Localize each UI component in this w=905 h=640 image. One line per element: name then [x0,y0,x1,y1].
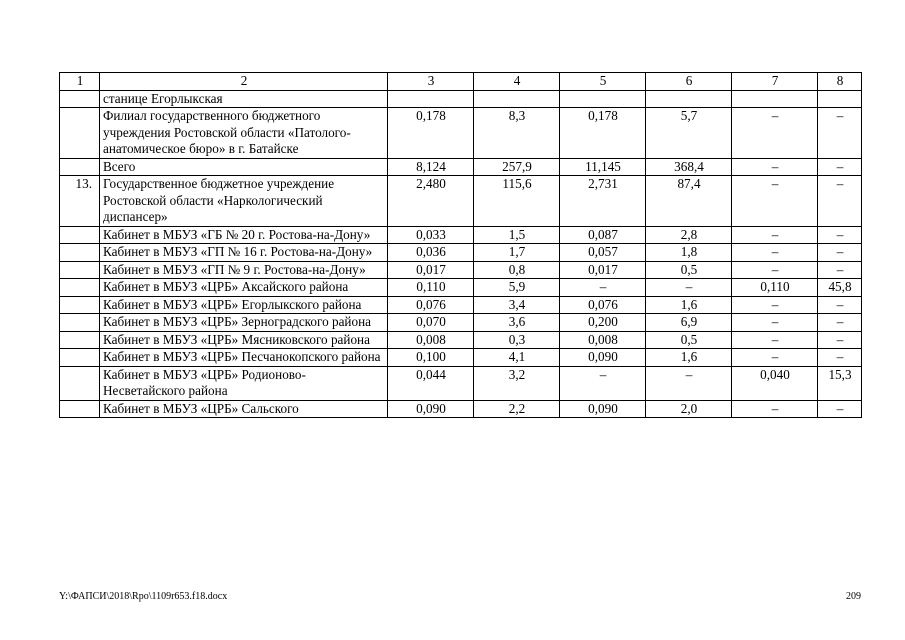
col-8-cell: – [818,176,862,227]
row-name: Кабинет в МБУЗ «ЦРБ» Родионово-Несветайского района [100,366,388,400]
table-body [60,90,862,418]
col-7-cell: – [732,244,818,262]
row-name: Кабинет в МБУЗ «ЦРБ» Мясниковского района [100,331,388,349]
data-table [59,72,862,418]
col-6-cell: 0,5 [646,261,732,279]
col-8-cell: – [818,261,862,279]
row-number [60,314,100,332]
col-4-cell: 3,4 [474,296,560,314]
row-name: Кабинет в МБУЗ «ЦРБ» Зерноградского района [100,314,388,332]
col-7-cell: – [732,400,818,418]
col-7-cell [732,90,818,108]
header-col-1: 1 [60,73,100,91]
row-name: Кабинет в МБУЗ «ЦРБ» Егорлыкского района [100,296,388,314]
col-3-cell: 0,178 [388,108,474,159]
header-row [60,73,862,91]
footer-page-number: 209 [846,591,861,602]
col-7-cell: – [732,158,818,176]
row-number [60,158,100,176]
col-8-cell: – [818,244,862,262]
col-4-cell [474,90,560,108]
row-number [60,226,100,244]
col-7-cell: – [732,226,818,244]
col-7-cell: 0,110 [732,279,818,297]
row-name: Кабинет в МБУЗ «ЦРБ» Аксайского района [100,279,388,297]
col-8-cell [818,90,862,108]
col-8-cell: – [818,314,862,332]
col-8-cell: 15,3 [818,366,862,400]
col-5-cell [560,90,646,108]
col-7-cell: – [732,261,818,279]
col-3-cell: 8,124 [388,158,474,176]
col-7-cell: – [732,108,818,159]
table-row [60,261,862,279]
row-name: Государственное бюджетное учреждение Ростовской области «Наркологический диспансер» [100,176,388,227]
col-4-cell: 1,7 [474,244,560,262]
col-6-cell: 87,4 [646,176,732,227]
row-name: Кабинет в МБУЗ «ЦРБ» Сальского [100,400,388,418]
col-5-cell: 0,057 [560,244,646,262]
row-number [60,331,100,349]
table-row [60,331,862,349]
row-number [60,279,100,297]
header-col-8: 8 [818,73,862,91]
row-number [60,366,100,400]
table-row [60,158,862,176]
col-7-cell: – [732,349,818,367]
col-5-cell: 2,731 [560,176,646,227]
header-col-5: 5 [560,73,646,91]
col-5-cell: 0,087 [560,226,646,244]
col-5-cell: – [560,279,646,297]
row-number [60,349,100,367]
col-3-cell: 0,033 [388,226,474,244]
row-name: станице Егорлыкская [100,90,388,108]
row-name: Кабинет в МБУЗ «ГП № 16 г. Ростова-на-Дону» [100,244,388,262]
col-7-cell: – [732,176,818,227]
table-row [60,296,862,314]
col-4-cell: 115,6 [474,176,560,227]
col-6-cell: 368,4 [646,158,732,176]
row-number [60,400,100,418]
col-3-cell: 2,480 [388,176,474,227]
col-4-cell: 0,3 [474,331,560,349]
col-6-cell [646,90,732,108]
header-col-6: 6 [646,73,732,91]
header-col-2: 2 [100,73,388,91]
col-8-cell: 45,8 [818,279,862,297]
col-8-cell: – [818,349,862,367]
col-3-cell: 0,090 [388,400,474,418]
col-4-cell: 2,2 [474,400,560,418]
row-name: Кабинет в МБУЗ «ГП № 9 г. Ростова-на-Дону» [100,261,388,279]
col-7-cell: 0,040 [732,366,818,400]
row-number [60,296,100,314]
col-3-cell: 0,036 [388,244,474,262]
table-row [60,244,862,262]
col-4-cell: 4,1 [474,349,560,367]
table-row [60,226,862,244]
row-number [60,244,100,262]
col-3-cell: 0,076 [388,296,474,314]
col-3-cell: 0,110 [388,279,474,297]
col-5-cell: 11,145 [560,158,646,176]
col-6-cell: 1,8 [646,244,732,262]
col-7-cell: – [732,331,818,349]
col-3-cell: 0,017 [388,261,474,279]
col-8-cell: – [818,108,862,159]
row-name: Кабинет в МБУЗ «ГБ № 20 г. Ростова-на-Дону» [100,226,388,244]
col-3-cell: 0,100 [388,349,474,367]
col-7-cell: – [732,314,818,332]
header-col-7: 7 [732,73,818,91]
col-6-cell: 2,0 [646,400,732,418]
col-6-cell: – [646,279,732,297]
row-number [60,108,100,159]
col-4-cell: 0,8 [474,261,560,279]
col-5-cell: 0,178 [560,108,646,159]
col-5-cell: 0,017 [560,261,646,279]
col-4-cell: 5,9 [474,279,560,297]
col-8-cell: – [818,226,862,244]
col-6-cell: 2,8 [646,226,732,244]
col-5-cell: – [560,366,646,400]
col-5-cell: 0,076 [560,296,646,314]
table-row [60,349,862,367]
col-4-cell: 257,9 [474,158,560,176]
col-7-cell: – [732,296,818,314]
header-col-4: 4 [474,73,560,91]
col-5-cell: 0,200 [560,314,646,332]
col-4-cell: 1,5 [474,226,560,244]
col-6-cell: 6,9 [646,314,732,332]
col-3-cell: 0,044 [388,366,474,400]
col-6-cell: – [646,366,732,400]
col-6-cell: 1,6 [646,296,732,314]
col-3-cell: 0,070 [388,314,474,332]
header-col-3: 3 [388,73,474,91]
row-number [60,90,100,108]
col-4-cell: 3,6 [474,314,560,332]
col-5-cell: 0,008 [560,331,646,349]
col-5-cell: 0,090 [560,349,646,367]
col-8-cell: – [818,331,862,349]
row-name: Всего [100,158,388,176]
row-name: Кабинет в МБУЗ «ЦРБ» Песчанокопского района [100,349,388,367]
row-number [60,261,100,279]
table-row [60,314,862,332]
col-4-cell: 3,2 [474,366,560,400]
col-5-cell: 0,090 [560,400,646,418]
table-row [60,108,862,159]
row-name: Филиал государственного бюджетного учреждения Ростовской области «Патолого-анатомическое бюро» в г. Батайске [100,108,388,159]
table-row [60,176,862,227]
col-6-cell: 0,5 [646,331,732,349]
table-row [60,279,862,297]
table-row [60,366,862,400]
footer-file-path: Y:\ФАПСИ\2018\Rpo\1109r653.f18.docx [59,591,228,602]
col-6-cell: 1,6 [646,349,732,367]
col-8-cell: – [818,296,862,314]
col-3-cell: 0,008 [388,331,474,349]
col-8-cell: – [818,158,862,176]
table-row [60,400,862,418]
row-number: 13. [60,176,100,227]
col-4-cell: 8,3 [474,108,560,159]
table-row [60,90,862,108]
col-3-cell [388,90,474,108]
col-6-cell: 5,7 [646,108,732,159]
col-8-cell: – [818,400,862,418]
